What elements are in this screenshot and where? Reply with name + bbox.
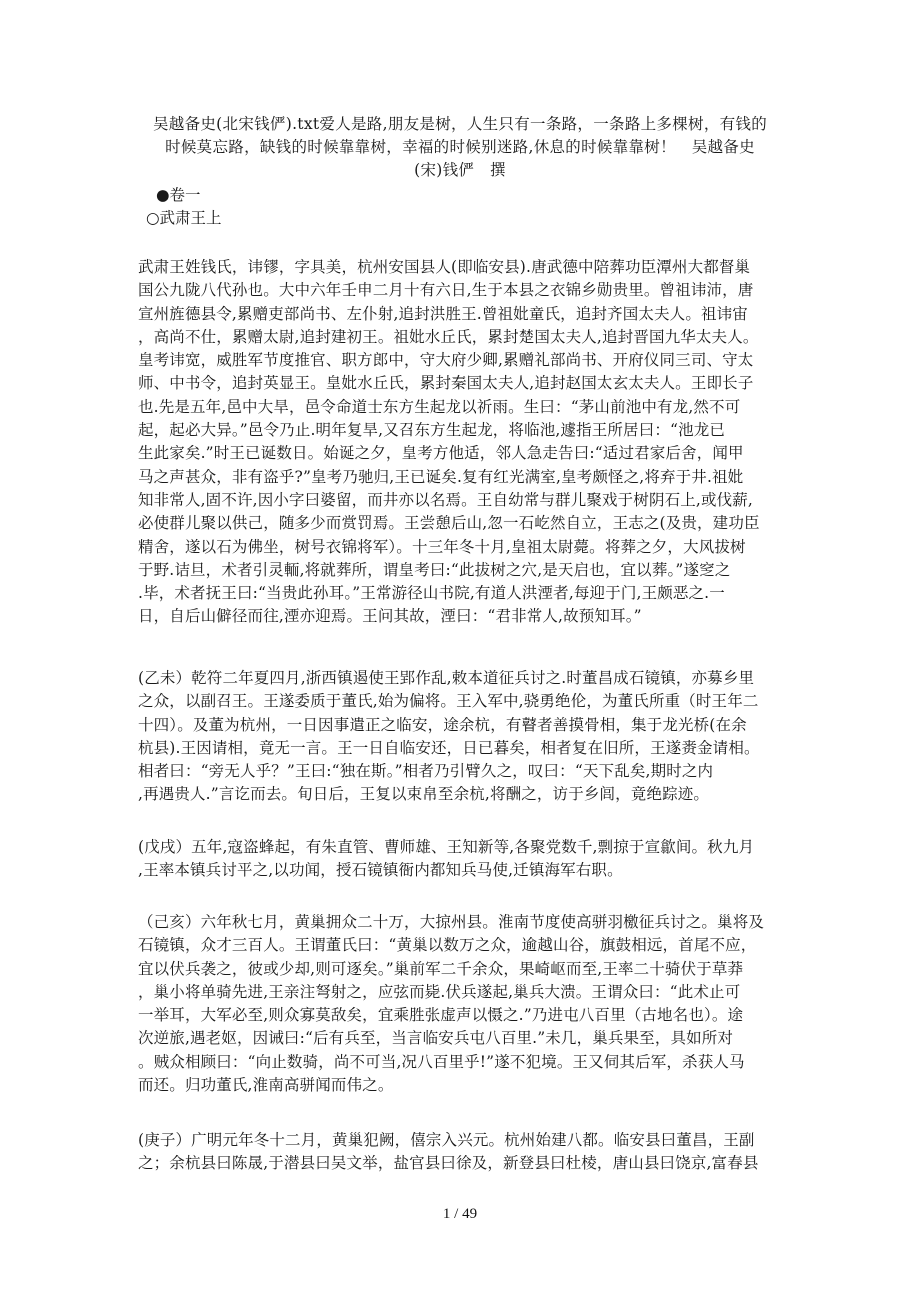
paragraph-4	[138, 911, 786, 1097]
paragraph-1	[138, 256, 786, 629]
text-line: 必使群儿聚以供己，随多少而赏罚焉。王尝憩后山,忽一石屹然自立，王志之(及贵，建功臣	[138, 514, 760, 533]
text-line: 也.先是五年,邑中大旱，邑令命道士东方生起龙以祈雨。生曰：“茅山前池中有龙,然不可	[138, 397, 741, 416]
title-line-2: 时候莫忘路，缺钱的时候靠靠树，幸福的时候别迷路,休息的时候靠靠树！ 吴越备史	[165, 138, 755, 156]
page-indicator: 1 / 49	[442, 1206, 478, 1222]
paragraph-5	[138, 1129, 786, 1176]
text-line: 石镜镇，众才三百人。王谓董氏曰：“黄巢以数万之众，逾越山谷，旗鼓相远，首尾不应，	[138, 936, 757, 955]
section-heading: ○武肃王上	[146, 209, 222, 227]
text-line: 十四）。及董为杭州，一日因事遣正之临安，途余杭，有瞽者善摸骨相，集于龙光桥(在余	[138, 715, 747, 734]
text-line: 次逆旅,遇老妪，因诫曰:“后有兵至，当言临安兵屯八百里.”未几，巢兵果至，具如所对	[138, 1029, 734, 1048]
text-line: ，高尚不仕，累赠太尉,追封建初王。祖妣水丘氏，累封楚国太夫人,追封晋国九华太夫人。	[138, 327, 759, 346]
title-line-3: (宋)钱俨 撰	[414, 161, 506, 179]
text-line: (庚子）广明元年冬十二月，黄巢犯阙，僖宗入兴元。杭州始建八都。临安县曰董昌，王副	[138, 1131, 755, 1149]
text-line: 生此家矣.”时王已诞数日。始诞之夕，皇考方他适，邻人急走告曰:“适过君家后舍，闻甲	[138, 444, 744, 463]
title-line-1: 吴越备史(北宋钱俨).txt爱人是路,朋友是树，人生只有一条路，一条路上多棵树，有钱的	[152, 115, 768, 133]
text-line: ,再遇贵人.”言讫而去。旬日后，王复以束帛至余杭,将酬之，访于乡闾，竟绝踪迹。	[138, 785, 710, 804]
volume-heading: ●卷一	[156, 186, 201, 204]
text-line: 而还。归功董氏,淮南高骈闻而伟之。	[138, 1076, 394, 1095]
text-line: ，巢小将单骑先进,王亲注弩射之，应弦而毙.伏兵遂起,巢兵大溃。王谓众曰：“此术止可	[138, 982, 741, 1001]
text-line: 相者曰：“旁无人乎？”王曰:“独在斯。”相者乃引臂久之，叹曰：“天下乱矣,期时之内	[138, 762, 714, 781]
text-line: ,王率本镇兵讨平之,以功闻，授石镜镇衙内都知兵马使,迁镇海军右职。	[138, 861, 623, 880]
text-line: .毕，术者抚王曰:“当贵此孙耳。”王常游径山书院,有道人洪湮者,每迎于门,王颇恶之.一	[138, 584, 725, 603]
text-line: 之众，以副召王。王遂委质于董氏,始为偏将。王入军中,骁勇绝伦，为董氏所重（时王年二	[138, 692, 759, 711]
text-line: 一举耳，大军必至,则众寡莫敌矣，宜乘胜张虚声以慑之.”乃进屯八百里（古地名也）。途	[138, 1006, 744, 1025]
text-line: 日，自后山僻径而往,湮亦迎焉。王问其故，湮曰：“君非常人,故预知耳。”	[138, 607, 642, 626]
text-line: 马之声甚众，非有盗乎?”皇考乃驰归,王已诞矣.复有红光满室,皇考颇怪之,将弃于井.祖妣	[138, 467, 744, 486]
text-line: 于野.诘旦，术者引灵輀,将就葬所，谓皇考曰:“此拔树之穴,是天启也，宜以葬。”遂窆之	[138, 560, 731, 579]
text-line: 宣州旌德县令,累赠吏部尚书、左仆射,追封洪胜王.曾祖妣童氏，追封齐国太夫人。祖讳宙	[138, 304, 748, 323]
text-line: 之；余杭县曰陈晟,于潜县曰吴文举，盐官县曰徐及，新登县曰杜棱，唐山县曰饶京,富春县	[138, 1154, 759, 1173]
text-line: (戊戌）五年,寇盗蜂起，有朱直管、曹师雄、王知新等,各聚党数千,剽掠于宣歙间。秋九月	[138, 838, 755, 856]
text-line: 宜以伏兵袭之，彼或少却,则可逐矣。”巢前军二千余众，果崎岖而至,王率二十骑伏于草莽	[138, 959, 744, 978]
text-line: 国公九陇八代孙也。大中六年壬申二月十有六日,生于本县之衣锦乡勋贵里。曾祖讳沛，唐	[138, 281, 754, 300]
text-line: 起，起必大异。”邑令乃止.明年复旱,又召东方生起龙，将临池,遽指王所居曰：“池龙已	[138, 421, 726, 440]
paragraph-3	[138, 836, 786, 883]
text-line: （己亥）六年秋七月，黄巢拥众二十万，大掠州县。淮南节度使高骈羽檄征兵讨之。巢将及	[138, 913, 765, 931]
text-line: (乙未）乾符二年夏四月,浙西镇遏使王郢作乱,敕本道征兵讨之.时董昌成石镜镇，亦募乡里	[138, 669, 755, 687]
text-line: 知非常人,固不许,因小字曰婆留，而井亦以名焉。王自幼常与群儿聚戏于树阴石上,或伐薪,	[138, 490, 754, 509]
text-line: 。贼众相顾曰：“向止数骑，尚不可当,况八百里乎!”遂不犯境。王又伺其后军，杀获人马	[138, 1052, 745, 1071]
text-line: 武肃王姓钱氏，讳镠，字具美，杭州安国县人(即临安县).唐武德中陪葬功臣潭州大都督巢	[138, 258, 751, 276]
paragraph-2	[138, 667, 786, 807]
text-line: 杭县).王因请相，竟无一言。王一日自临安还，日已暮矣，相者复在旧所，王遂赉金请相。	[138, 738, 760, 757]
document-title	[130, 113, 790, 182]
text-line: 精舍，遂以石为佛坐，树号衣锦将军）。十三年冬十月,皇祖太尉薨。将葬之夕，大风拔树	[138, 537, 746, 556]
text-line: 皇考讳宽，威胜军节度推官、职方郎中，守大府少卿,累赠礼部尚书、开府仪同三司、守太	[138, 351, 754, 370]
text-line: 师、中书令，追封英显王。皇妣水丘氏，累封秦国太夫人,追封赵国太玄太夫人。王即长子	[138, 374, 754, 393]
